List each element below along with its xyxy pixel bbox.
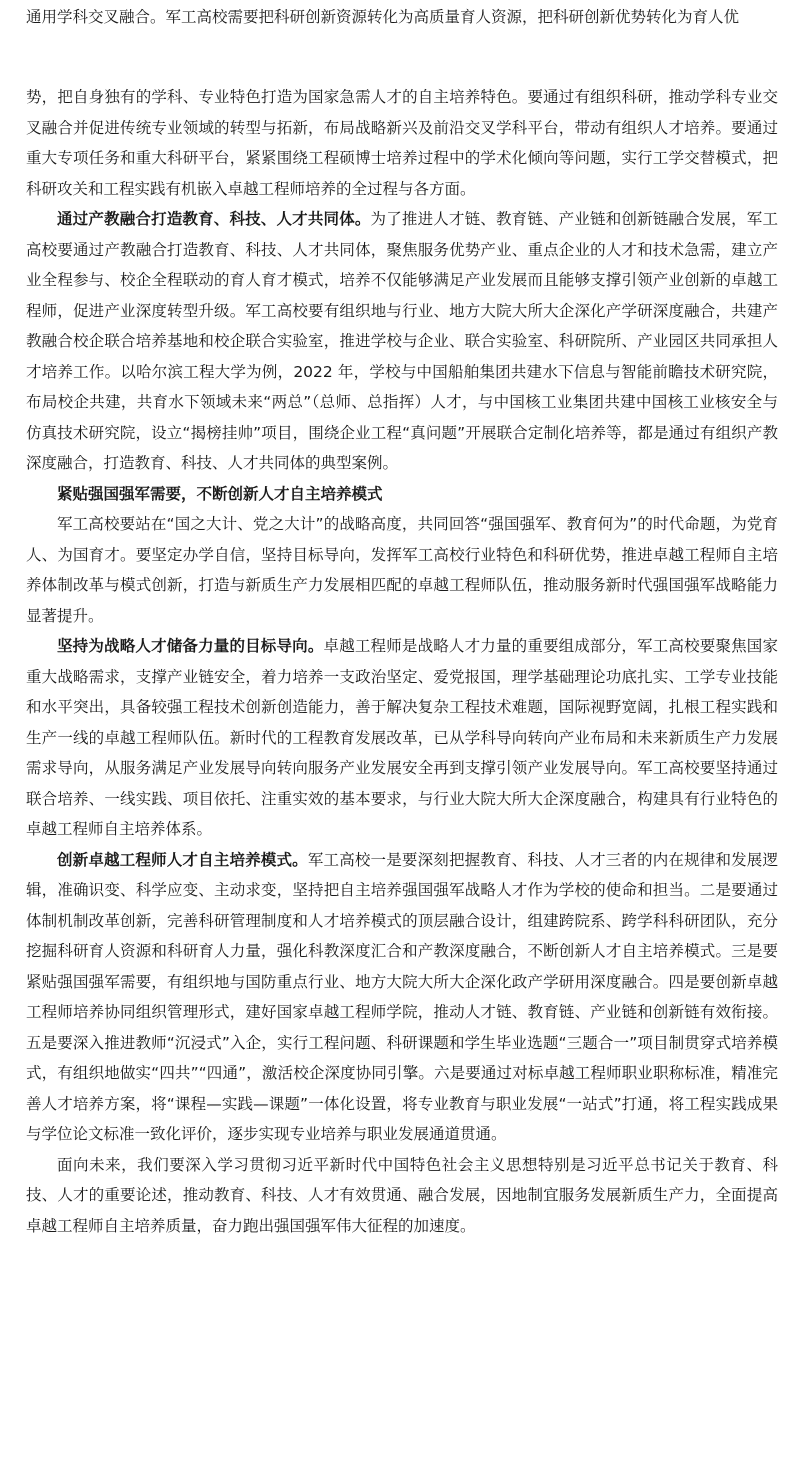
section-heading: 紧贴强国强军需要，不断创新人才自主培养模式 xyxy=(57,484,383,503)
strategy-lead: 坚持为战略人才储备力量的目标导向。 xyxy=(57,637,324,655)
top-fragment-paragraph: 通用学科交叉融合。军工高校需要把科研创新资源转化为高质量育人资源，把科研创新优势转化为育人优 xyxy=(26,8,740,26)
section-intro-paragraph: 军工高校要站在“国之大计、党之大计”的战略高度，共同回答“强国强军、教育何为”的时代命题，为党育人、为国育才。要坚定办学自信，坚持目标导向，发挥军工高校行业特色和科研优势，推进卓越工程师自主培养体制改革与模式创新，打造与新质生产力发展相匹配的卓越工程师队伍，推动服务新时代强国强军战略能力显著提升。 xyxy=(26,515,778,625)
industry-education-lead: 通过产教融合打造教育、科技、人才共同体。 xyxy=(57,210,371,228)
industry-education-body: 为了推进人才链、教育链、产业链和创新链融合发展，军工高校要通过产教融合打造教育、科技、人才共同体，聚焦服务优势产业、重点企业的人才和技术急需，建立产业全程参与、校企全程联动的育人育才模式，培养不仅能够满足产业发展而且能够支撑引领产业创新的卓越工程师，促进产业深度转型升级。军工高校要有组织地与行业、地方大院大所大企深化产学研深度融合，共建产教融合校企联合培养基地和校企联合实验室，推进学校与企业、联合实验室、科研院所、产业园区共同承担人才培养工作。以哈尔滨工程大学为例，2022 年，学校与中国船舶集团共建水下信息与智能前瞻技术研究院，布局校企共建，共育水下领域未来“两总”（总师、总指挥）人才，与中国核工业集团共建中国核工业核安全与仿真技术研究院，设立“揭榜挂帅”项目，围绕企业工程“真问题”开展联合定制化培养等，都是通过有组织产教深度融合，打造教育、科技、人才共同体的典型案例。 xyxy=(26,210,778,472)
innovation-body: 军工高校一是要深刻把握教育、科技、人才三者的内在规律和发展逻辑，准确识变、科学应变、主动求变，坚持把自主培养强国强军战略人才作为学校的使命和担当。二是要通过体制机制改革创新，完善科研管理制度和人才培养模式的顶层融合设计，组建跨院系、跨学科科研团队，充分挖掘科研育人资源和科研育人力量，强化科教深度汇合和产教深度融合，不断创新人才自主培养模式。三是要紧贴强国强军需要，有组织地与国防重点行业、地方大院大所大企深化政产学研用深度融合。四是要创新卓越工程师培养协同组织管理形式，建好国家卓越工程师学院，推动人才链、教育链、产业链和创新链有效衔接。五是要深入推进教师“沉浸式”入企，实行工程问题、科研课题和学生毕业选题“三题合一”项目制贯穿式培养模式，有组织地做实“四共”“四通”，激活校企深度协同引擎。六是要通过对标卓越工程师职业职称标准，精准完善人才培养方案，将“课程—实践—课题”一体化设置，将专业教育与职业发展“一站式”打通，将工程实践成果与学位论文标准一致化评价，逐步实现专业培养与职业发展通道贯通。 xyxy=(26,850,778,1143)
innovation-paragraph xyxy=(26,845,778,1150)
strategy-body: 卓越工程师是战略人才力量的重要组成部分，军工高校要聚焦国家重大战略需求，支撑产业链安全，着力培养一支政治坚定、爱党报国，理学基础理论功底扎实、工学专业技能和水平突出，具备较强工程技术创新创造能力，善于解决复杂工程技术难题，国际视野宽阔，扎根工程实践和生产一线的卓越工程师队伍。新时代的工程教育发展改革，已从学科导向转向产业布局和未来新质生产力发展需求导向，从服务满足产业发展导向转向服务产业发展安全再到支撑引领产业发展导向。军工高校要坚持通过联合培养、一线实践、项目依托、注重实效的基本要求，与行业大院大所大企深度融合，构建具有行业特色的卓越工程师自主培养体系。 xyxy=(26,637,778,838)
strategy-paragraph xyxy=(26,631,778,845)
innovation-lead: 创新卓越工程师人才自主培养模式。 xyxy=(57,850,308,869)
industry-education-paragraph xyxy=(26,204,778,479)
conclusion-paragraph: 面向未来，我们要深入学习贯彻习近平新时代中国特色社会主义思想特别是习近平总书记关于教育、科技、人才的重要论述，推动教育、科技、人才有效贯通、融合发展，因地制宜服务发展新质生产力，全面提高卓越工程师自主培养质量，奋力跑出强国强军伟大征程的加速度。 xyxy=(26,1155,778,1235)
top-fragment-block xyxy=(26,2,778,33)
continuation-paragraph: 势，把自身独有的学科、专业特色打造为国家急需人才的自主培养特色。要通过有组织科研，推动学科专业交叉融合并促进传统专业领域的转型与拓新，布局战略新兴及前沿交叉学科平台，带动有组织人才培养。要通过重大专项任务和重大科研平台，紧紧围绕工程硕博士培养过程中的学术化倾向等问题，实行工学交替模式，把科研攻关和工程实践有机嵌入卓越工程师培养的全过程与各方面。 xyxy=(26,88,778,198)
article-body xyxy=(26,82,778,1241)
